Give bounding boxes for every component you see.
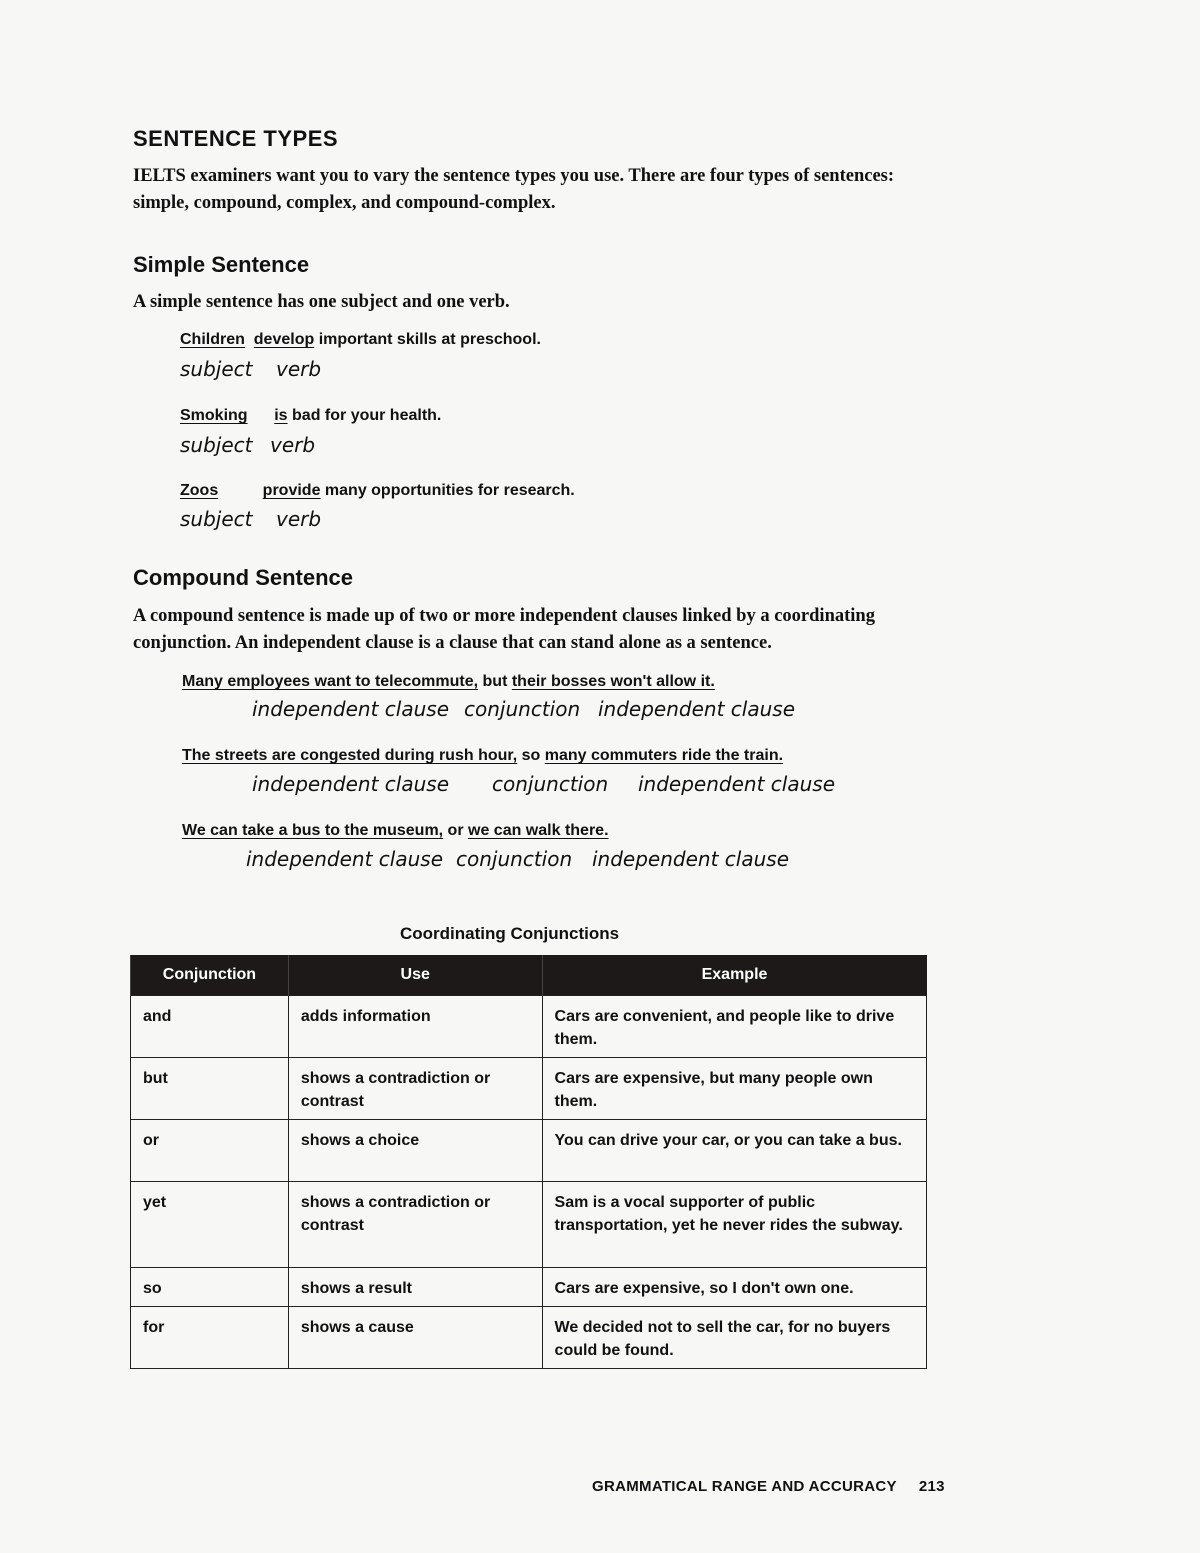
example-verb: develop	[253, 331, 315, 348]
simple-example-2	[180, 407, 441, 425]
cell-example: We decided not to sell the car, for no buyers could be found.	[542, 1307, 926, 1369]
cell-example: Cars are expensive, so I don't own one.	[542, 1268, 926, 1307]
page-number: 213	[918, 1478, 945, 1495]
label-conjunction: conjunction	[492, 772, 609, 796]
example-clause: their bosses won't allow it.	[511, 673, 715, 690]
label-conjunction: conjunction	[456, 847, 573, 871]
label-clause: independent clause	[592, 847, 789, 871]
example-conjunction: so	[517, 747, 545, 764]
column-header: Example	[542, 955, 926, 996]
label-verb: verb	[270, 433, 316, 457]
label-clause: independent clause	[252, 697, 449, 721]
cell-conjunction: but	[131, 1058, 289, 1120]
conjunctions-table	[130, 955, 927, 1369]
cell-use: adds information	[288, 996, 542, 1058]
example-clause: we can walk there.	[468, 822, 609, 839]
table-row	[131, 1182, 927, 1268]
label-conjunction: conjunction	[464, 697, 581, 721]
example-subject: Children	[180, 331, 245, 348]
example-rest: important skills at preschool.	[314, 331, 541, 348]
example-rest: many opportunities for research.	[320, 482, 575, 499]
table-row	[131, 1120, 927, 1182]
cell-conjunction: so	[131, 1268, 289, 1307]
example-clause: many commuters ride the train.	[544, 747, 784, 764]
cell-use: shows a contradiction or contrast	[288, 1058, 542, 1120]
example-rest: bad for your health.	[287, 407, 442, 424]
cell-use: shows a result	[288, 1268, 542, 1307]
table-row	[131, 1307, 927, 1369]
example-verb: provide	[262, 482, 321, 499]
label-clause: independent clause	[598, 697, 795, 721]
table-row	[131, 996, 927, 1058]
cell-example: You can drive your car, or you can take a bus.	[542, 1120, 926, 1182]
simple-definition: A simple sentence has one subject and one verb.	[133, 292, 510, 312]
cell-conjunction: for	[131, 1307, 289, 1369]
example-clause: We can take a bus to the museum,	[182, 822, 444, 839]
example-clause: The streets are congested during rush hour,	[182, 747, 518, 764]
page-title: SENTENCE TYPES	[133, 126, 339, 151]
cell-conjunction: and	[131, 996, 289, 1058]
table-caption: Coordinating Conjunctions	[400, 924, 620, 943]
cell-conjunction: or	[131, 1120, 289, 1182]
example-verb: is	[274, 407, 288, 424]
cell-use: shows a cause	[288, 1307, 542, 1369]
cell-conjunction: yet	[131, 1182, 289, 1268]
label-subject: subject	[180, 357, 253, 381]
compound-heading: Compound Sentence	[133, 565, 354, 590]
compound-example-2	[182, 747, 783, 765]
label-clause: independent clause	[246, 847, 443, 871]
example-clause: Many employees want to telecommute,	[182, 673, 479, 690]
cell-example: Cars are convenient, and people like to drive them.	[542, 996, 926, 1058]
footer-section-title: GRAMMATICAL RANGE AND ACCURACY	[592, 1478, 897, 1495]
table-row	[131, 1268, 927, 1307]
column-header: Use	[288, 955, 542, 996]
cell-use: shows a contradiction or contrast	[288, 1182, 542, 1268]
label-verb: verb	[276, 357, 322, 381]
example-subject: Smoking	[180, 407, 248, 424]
label-verb: verb	[276, 507, 322, 531]
compound-example-1	[182, 673, 715, 691]
example-subject: Zoos	[180, 482, 219, 499]
intro-paragraph: IELTS examiners want you to vary the sentence types you use. There are four types of sentences: simple, compound, complex, and compound-complex.	[133, 166, 895, 213]
label-subject: subject	[180, 507, 253, 531]
label-subject: subject	[180, 433, 253, 457]
simple-example-1	[180, 331, 541, 349]
cell-example: Sam is a vocal supporter of public transportation, yet he never rides the subway.	[542, 1182, 926, 1268]
compound-example-3	[182, 822, 609, 840]
cell-example: Cars are expensive, but many people own them.	[542, 1058, 926, 1120]
example-conjunction: or	[443, 822, 468, 839]
label-clause: independent clause	[638, 772, 835, 796]
table-header-row	[131, 955, 927, 996]
page-footer	[592, 1478, 945, 1495]
compound-definition: A compound sentence is made up of two or more independent clauses linked by a coordinating conjunction. An independent clause is a clause that can stand alone as a sentence.	[133, 606, 875, 653]
example-conjunction: but	[478, 673, 512, 690]
label-clause: independent clause	[252, 772, 449, 796]
column-header: Conjunction	[131, 955, 289, 996]
simple-example-3	[180, 482, 575, 500]
simple-heading: Simple Sentence	[133, 252, 310, 277]
cell-use: shows a choice	[288, 1120, 542, 1182]
table-row	[131, 1058, 927, 1120]
